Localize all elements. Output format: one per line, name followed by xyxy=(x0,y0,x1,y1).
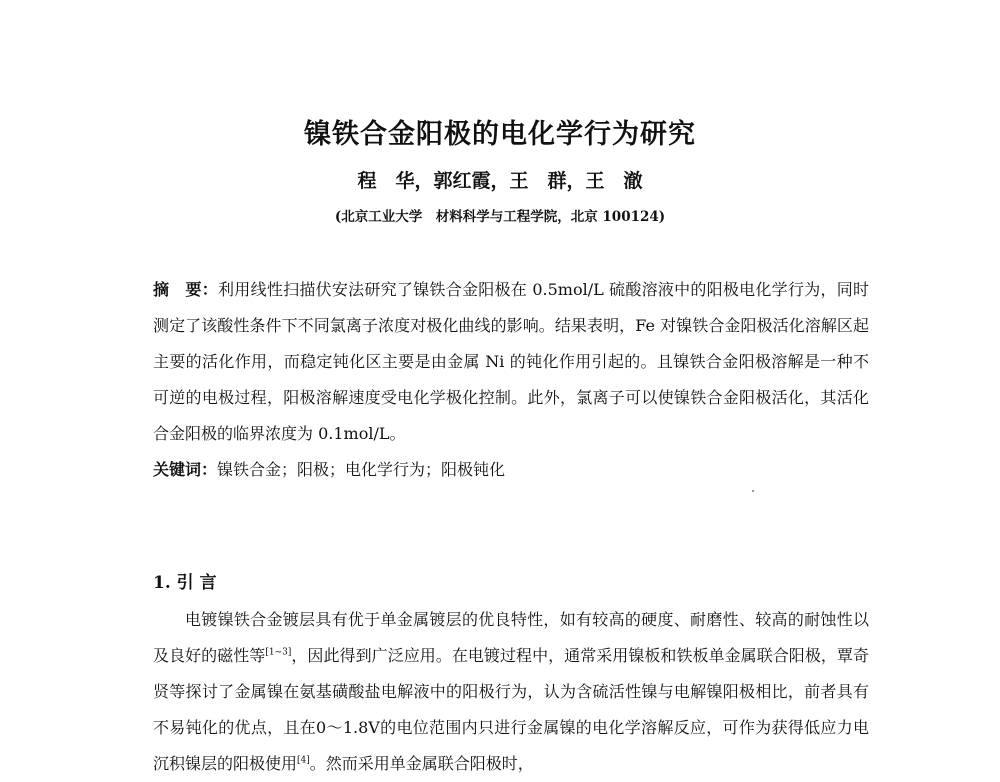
affiliation: (北京工业大学 材料科学与工程学院，北京 100124) xyxy=(334,209,666,225)
citation-ref-2: [4] xyxy=(297,755,310,766)
paper-title: 镍铁合金阳极的电化学行为研究 xyxy=(304,119,696,150)
intro-text-1: 电镀镍铁合金镀层具有优于单金属镀层的优良特性，如有较高的硬度、耐磨性、较高的耐蚀性以及良好的磁性等 xyxy=(153,610,869,665)
scan-speck xyxy=(752,490,754,492)
intro-text-3: 。然而采用单金属联合阳极时， xyxy=(309,754,534,773)
intro-paragraph xyxy=(153,602,869,782)
abstract xyxy=(153,272,869,452)
keywords-label: 关键词： xyxy=(153,460,218,479)
citation-ref-1: [1~3] xyxy=(265,647,292,658)
section-heading: 1. 引 言 xyxy=(153,573,217,593)
keywords-text: 镍铁合金；阳极；电化学行为；阳极钝化 xyxy=(217,460,506,479)
intro-text-2: ，因此得到广泛应用。在电镀过程中，通常采用镍板和铁板单金属联合阳极，覃奇贤等探讨了金属镍在氨基磺酸盐电解液中的阳极行为，认为含硫活性镍与电解镍阳极相比，前者具有不易钝化的优点，且在0～1.8V的电位范围内只进行金属镍的电化学溶解反应，可作为获得低应力电沉积镍层的阳极使用 xyxy=(153,646,869,773)
abstract-text: 利用线性扫描伏安法研究了镍铁合金阳极在 0.5mol/L 硫酸溶液中的阳极电化学行为，同时测定了该酸性条件下不同氯离子浓度对极化曲线的影响。结果表明，Fe 对镍铁合金阳极活化溶解区起主要的活化作用，而稳定钝化区主要是由金属 Ni 的钝化作用引起的。且镍铁合金阳极溶解是一种不可逆的电极过程，阳极溶解速度受电化学极化控制。此外，氯离子可以使镍铁合金阳极活化，其活化合金阳极的临界浓度为 0.1mol/L。 xyxy=(153,280,869,443)
abstract-label: 摘 要： xyxy=(153,280,219,299)
keywords xyxy=(153,456,869,484)
author-list: 程 华，郭红霞，王 群，王 澈 xyxy=(357,170,643,192)
